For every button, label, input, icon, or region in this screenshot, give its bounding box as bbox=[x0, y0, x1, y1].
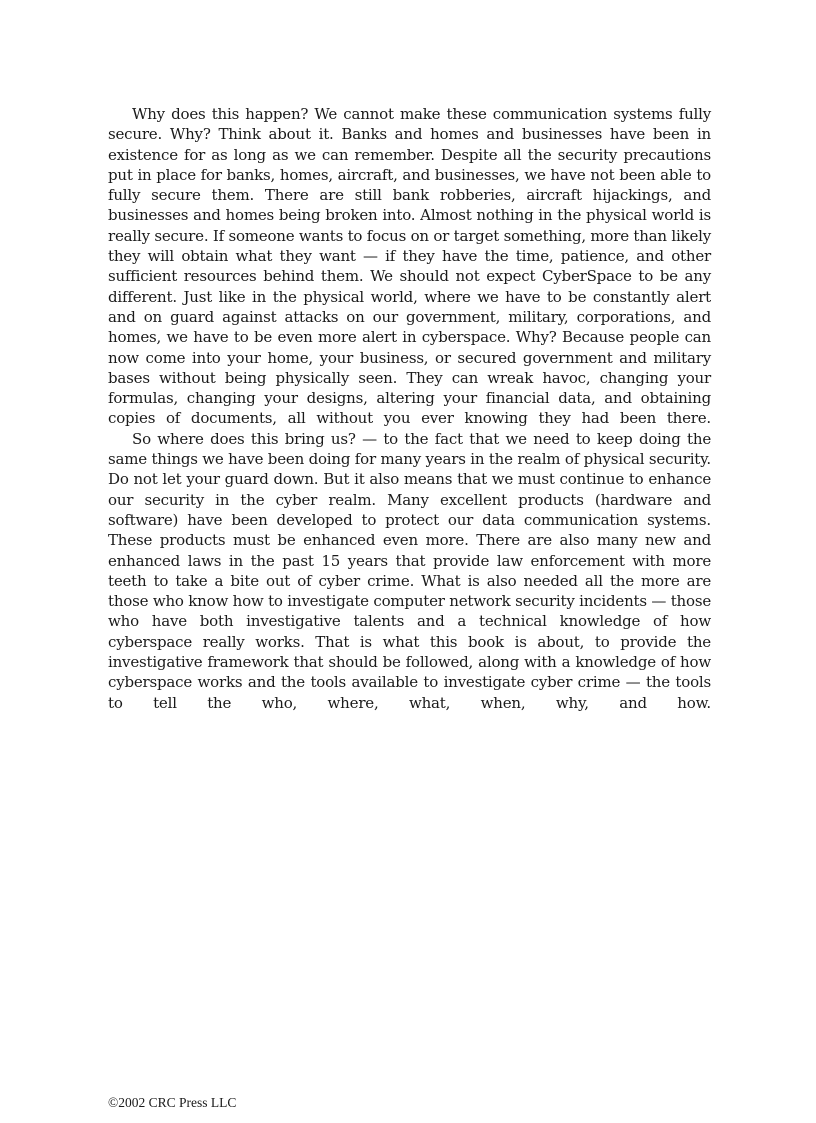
copyright-notice: ©2002 CRC Press LLC bbox=[108, 1095, 237, 1110]
paragraph-1: Why does this happen? We cannot make these communication systems fully secure. Why? Think about it. Banks and homes and businesses have been in existence for as long as we can remember. Despite all the security precautions put in place for banks, homes, aircraft, and businesses, we have not been able to fully secure them. There are still bank robberies, aircraft hijackings, and businesses and homes being broken into. Almost nothing in the physical world is really secure. If someone wants to focus on or target something, more than likely they will obtain what they want — if they have the time, patience, and other sufficient resources behind them. We should not expect CyberSpace to be any different. Just like in the physical world, where we have to be constantly alert and on guard against attacks on our government, military, corporations, and homes, we have to be even more alert in cyberspace. Why? Because people can now come into your home, your business, or secured government and military bases without being physically seen. They can wreak havoc, changing your formulas, changing your designs, altering your financial data, and obtaining copies of documents, all without you ever knowing they had been there. bbox=[108, 105, 711, 428]
paragraph-2: So where does this bring us? — to the fact that we need to keep doing the same things we have been doing for many years in the realm of physical security. Do not let your guard down. But it also means that we must continue to enhance our security in the cyber realm. Many excellent products (hardware and software) have been developed to protect our data communication systems. These products must be enhanced even more. There are also many new and enhanced laws in the past 15 years that provide law enforcement with more teeth to take a bite out of cyber crime. What is also needed all the more are those who know how to investigate computer network security incidents — those who have both investigative talents and a technical knowledge of how cyberspace really works. That is what this book is about, to provide the investigative framework that should be followed, along with a knowledge of how cyberspace works and the tools available to investigate cyber crime — the tools to tell the who, where, what, when, why, and how. bbox=[108, 429, 711, 712]
body-text bbox=[108, 104, 711, 713]
